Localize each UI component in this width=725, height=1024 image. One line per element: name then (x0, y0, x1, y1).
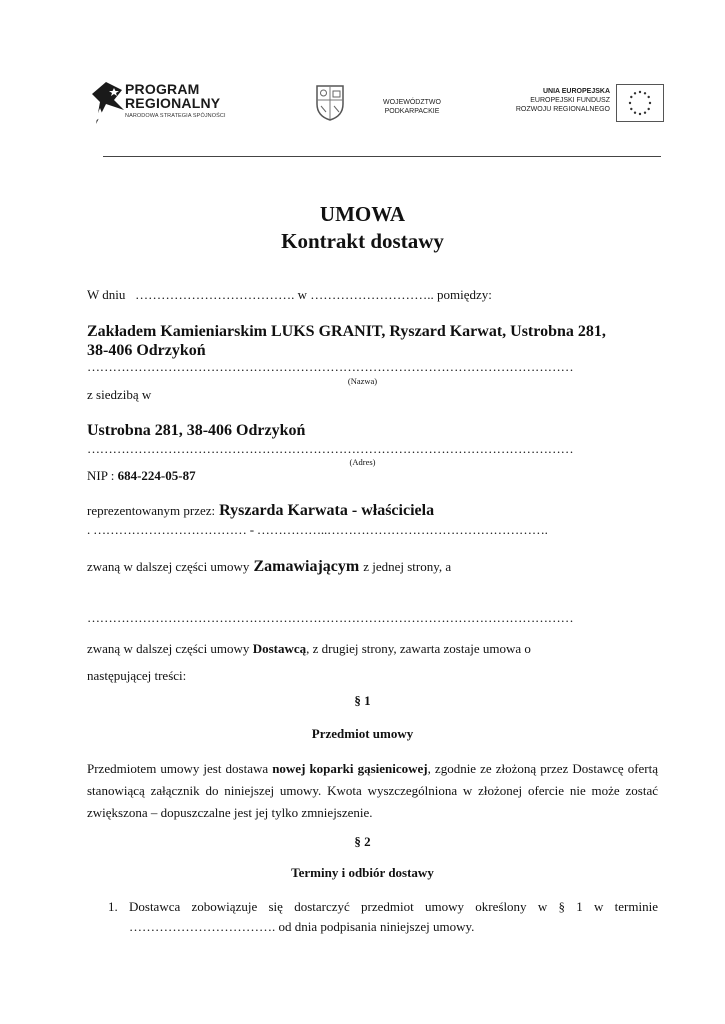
address-caption: (Adres) (349, 457, 376, 467)
section1-text-a: Przedmiotem umowy jest dostawa (87, 761, 269, 776)
party2-role-line2: następującej treści: (87, 668, 187, 683)
section2-number: § 2 (354, 834, 371, 849)
regionalny-label: REGIONALNY (125, 95, 221, 111)
role1-name: Zamawiającym (253, 558, 360, 575)
program-regionalny-emblem (92, 80, 126, 128)
eu-flag-icon (616, 84, 664, 122)
intro-date-placeholder: ………………………………. (135, 287, 295, 302)
role2-prefix: zwaną w dalszej części umowy (87, 641, 250, 656)
intro-suffix: pomiędzy: (437, 287, 492, 302)
podkarpackie-crest-icon (313, 82, 347, 122)
wojewodztwo-line2: PODKARPACKIE (384, 108, 440, 115)
party1-name-line2: 38-406 Odrzykoń (87, 342, 206, 359)
wojewodztwo-label (372, 98, 452, 116)
intro-place-placeholder: ……………………….. (310, 287, 434, 302)
name-caption: (Nazwa) (347, 376, 378, 386)
role2-suffix: , z drugiej strony, zawarta zostaje umowa o (306, 641, 531, 656)
party1-address-dots: …………………………………………………………………………………………………… (87, 441, 574, 456)
section1-number: § 1 (354, 693, 371, 708)
wojewodztwo-line1: WOJEWÓDZTWO (383, 99, 441, 106)
intro-mid: w (297, 287, 308, 302)
item1-number: 1. (108, 899, 118, 914)
rep-value: Ryszarda Karwata - właściciela (219, 502, 435, 519)
eu-label (492, 87, 610, 114)
ue-line3: ROZWOJU REGIONALNEGO (515, 106, 610, 113)
party1-role-line (87, 557, 451, 577)
item1-text-line2: ……………………………. od dnia podpisania niniejszej umowy. (129, 919, 475, 934)
party1-name-line1: Zakładem Kamieniarskim LUKS GRANIT, Ryszard Karwat, Ustrobna 281, (87, 323, 606, 340)
role1-prefix: zwaną w dalszej części umowy (87, 559, 250, 574)
nss-label: NARODOWA STRATEGIA SPÓJNOŚCI (125, 113, 226, 119)
section1-text-bold: nowej koparki gąsienicowej (272, 761, 428, 776)
seat-label: z siedzibą w (87, 387, 152, 402)
ue-line2: EUROPEJSKI FUNDUSZ (530, 97, 610, 104)
rep-label: reprezentowanym przez: (87, 503, 216, 518)
nip-value: 684-224-05-87 (117, 468, 196, 483)
section2-heading: Terminy i odbiór dostawy (291, 865, 434, 880)
section1-paragraph (87, 758, 658, 824)
representative-line (87, 501, 434, 521)
nip-line (87, 468, 196, 484)
section1-text-b: , zgodnie ze złożoną przez Dostawcę ofertą stanowiącą załącznik do niniejszej umowy. Kwota wyszczególniona w złożonej ofercie nie może zostać zwiększona – dopuszczalne jest jej tylko zmniejszenie. (87, 761, 658, 820)
program-label: PROGRAM (125, 81, 200, 97)
intro-line (87, 287, 492, 303)
party2-dots: …………………………………………………………………………………………………… (87, 610, 574, 625)
ue-line1: UNIA EUROPEJSKA (542, 88, 610, 95)
role1-suffix: z jednej strony, a (363, 559, 452, 574)
document-subtitle: Kontrakt dostawy (281, 229, 444, 253)
section1-heading: Przedmiot umowy (311, 726, 414, 741)
item1-text: Dostawca zobowiązuje się dostarczyć przedmiot umowy określony w § 1 w terminie (129, 899, 658, 914)
intro-prefix: W dniu (87, 287, 126, 302)
rep-dots: . ……………………………… - ……………..……………………………………………. (87, 522, 548, 537)
role2-name: Dostawcą (252, 641, 307, 656)
document-title: UMOWA (319, 202, 406, 226)
party1-name-dots: …………………………………………………………………………………………………… (87, 359, 574, 374)
nip-label: NIP : (87, 468, 115, 483)
header-divider (103, 156, 661, 157)
party1-address: Ustrobna 281, 38-406 Odrzykoń (87, 422, 306, 439)
party2-role-line (87, 641, 531, 657)
